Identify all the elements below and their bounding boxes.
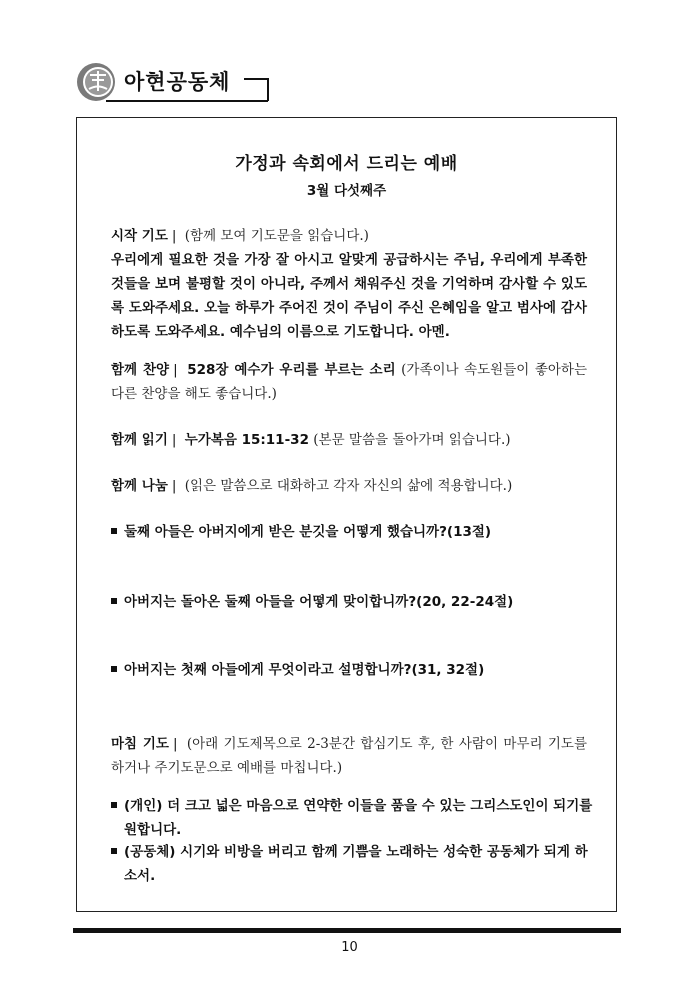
question-item xyxy=(111,590,587,614)
page-number: 10 xyxy=(341,940,358,955)
closing-label: 마침 기도 xyxy=(111,736,169,752)
prayer-topic-text: (개인) 더 크고 넓은 마음으로 연약한 이들을 품을 수 있는 그리스도인이 되기를 원합니다. xyxy=(124,798,593,838)
reading-value: 누가복음 15:11-32 xyxy=(184,432,309,448)
square-bullet-icon xyxy=(111,528,117,534)
header-underline xyxy=(106,100,268,102)
worship-guide-box xyxy=(76,117,617,912)
question-item xyxy=(111,658,587,682)
square-bullet-icon xyxy=(111,802,117,808)
footer-rule xyxy=(73,928,621,933)
opening-prayer-text: 우리에게 필요한 것을 가장 잘 아시고 알맞게 공급하시는 주님, 우리에게 부족한 것들을 보며 불평할 것이 아니라, 주께서 채워주신 것을 기억하며 감사할 수 있도록 도와주세요. 오늘 하루가 주어진 것이 주님이 주신 은혜임을 알고 범사에 감사하도록 도와주세요. 예수님의 이름으로 기도합니다. 아멘. xyxy=(111,252,587,340)
hymn-note: (가족이나 속도원들이 좋아하는 다른 찬양을 해도 좋습니다.) xyxy=(111,362,587,402)
closing-prayer-section xyxy=(111,732,587,780)
opening-note: (함께 모여 기도문을 읽습니다.) xyxy=(184,228,369,244)
reading-separator: | xyxy=(171,432,177,448)
reading-label: 함께 읽기 xyxy=(111,432,168,448)
sharing-label: 함께 나눔 xyxy=(111,478,168,494)
opening-separator: | xyxy=(171,228,177,244)
hymn-label: 함께 찬양 xyxy=(111,362,170,378)
opening-label: 시작 기도 xyxy=(111,228,168,244)
sharing-section xyxy=(111,474,587,498)
question-text: 아버지는 돌아온 둘째 아들을 어떻게 맞이합니까?(20, 22-24절) xyxy=(124,594,514,610)
reading-note: (본문 말씀을 돌아가며 읽습니다.) xyxy=(313,432,511,448)
closing-separator: | xyxy=(172,736,178,752)
prayer-topic-text: (공동체) 시기와 비방을 버리고 함께 기쁨을 노래하는 성숙한 공동체가 되게 하소서. xyxy=(124,844,588,884)
header-bracket-side xyxy=(267,78,269,101)
header-bracket-top xyxy=(244,78,268,80)
prayer-topic-item xyxy=(111,840,600,888)
question-text: 아버지는 첫째 아들에게 무엇이라고 설명합니까?(31, 32절) xyxy=(124,662,485,678)
square-bullet-icon xyxy=(111,666,117,672)
square-bullet-icon xyxy=(111,598,117,604)
question-item xyxy=(111,520,587,544)
reading-section xyxy=(111,428,587,452)
opening-prayer-section xyxy=(111,224,587,344)
brand-title: 아현공동체 xyxy=(124,70,231,94)
sharing-note: (읽은 말씀으로 대화하고 각자 자신의 삶에 적용합니다.) xyxy=(184,478,513,494)
page-subtitle: 3월 다섯째주 xyxy=(306,183,387,199)
hymn-separator: | xyxy=(173,362,178,378)
header xyxy=(76,58,276,108)
hymn-section xyxy=(111,358,587,406)
church-circle-logo-icon xyxy=(76,62,116,102)
sharing-separator: | xyxy=(171,478,177,494)
hymn-value: 528장 예수가 우리를 부르는 소리 xyxy=(187,362,396,378)
prayer-topic-item xyxy=(111,794,600,842)
closing-note: (아래 기도제목으로 2-3분간 합심기도 후, 한 사람이 마무리 기도를 하거나 주기도문으로 예배를 마칩니다.) xyxy=(111,736,587,776)
question-text: 둘째 아들은 아버지에게 받은 분깃을 어떻게 했습니까?(13절) xyxy=(124,524,492,540)
page-title: 가정과 속회에서 드리는 예배 xyxy=(235,154,458,174)
square-bullet-icon xyxy=(111,848,117,854)
